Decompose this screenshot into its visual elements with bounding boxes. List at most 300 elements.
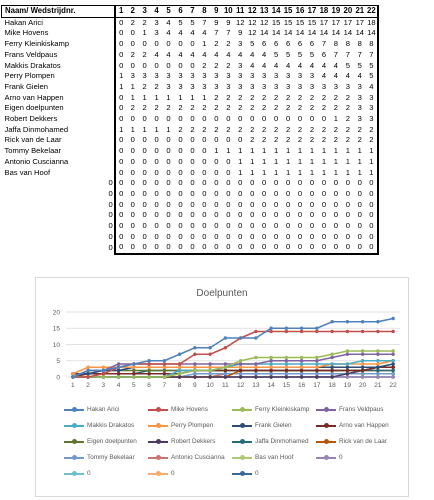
score-cell[interactable]: 0 xyxy=(178,39,183,49)
score-cell[interactable]: 1 xyxy=(333,156,338,166)
score-cell[interactable]: 9 xyxy=(226,17,231,27)
score-cell[interactable]: 0 xyxy=(250,188,255,198)
score-cell[interactable]: 0 xyxy=(262,221,267,231)
score-cell[interactable]: 2 xyxy=(321,92,327,102)
player-name-cell[interactable]: Mike Hovens xyxy=(4,28,49,38)
header-match-cell[interactable]: 11 xyxy=(234,6,246,18)
score-cell[interactable]: 0 xyxy=(330,242,342,254)
score-cell[interactable]: 7 xyxy=(214,28,219,38)
player-name-cell[interactable]: Frans Veldpaus xyxy=(4,49,58,59)
score-cell[interactable]: 1 xyxy=(345,167,350,177)
player-name-cell[interactable]: Makkis Drakatos xyxy=(4,60,61,70)
score-cell[interactable]: 4 xyxy=(202,28,207,38)
score-cell[interactable]: 0 xyxy=(357,199,362,209)
score-cell[interactable]: 2 xyxy=(274,92,279,102)
player-name-cell[interactable]: Frank Gielen xyxy=(4,81,48,91)
score-cell[interactable]: 2 xyxy=(345,135,350,145)
header-match-cell[interactable]: 8 xyxy=(198,6,210,18)
score-cell[interactable]: 4 xyxy=(297,60,303,70)
score-cell[interactable]: 0 xyxy=(190,114,195,124)
score-cell[interactable]: 3 xyxy=(262,71,267,81)
score-cell[interactable]: 2 xyxy=(357,124,362,134)
score-cell[interactable]: 0 xyxy=(262,178,267,188)
score-cell[interactable]: 2 xyxy=(226,92,231,102)
score-cell[interactable]: 3 xyxy=(154,71,159,81)
score-cell[interactable]: 0 xyxy=(202,178,207,188)
score-cell[interactable]: 0 xyxy=(321,210,327,220)
score-cell[interactable]: 0 xyxy=(333,178,338,188)
score-cell[interactable]: 0 xyxy=(297,231,303,241)
score-cell[interactable]: 2 xyxy=(226,124,231,134)
score-cell[interactable]: 2 xyxy=(214,103,219,113)
score-cell[interactable]: 0 xyxy=(214,221,219,231)
score-cell[interactable]: 2 xyxy=(238,103,243,113)
score-cell[interactable]: 0 xyxy=(154,210,159,220)
score-cell[interactable]: 0 xyxy=(142,60,147,70)
legend-entry[interactable] xyxy=(232,438,316,445)
score-cell[interactable]: 0 xyxy=(274,231,279,241)
score-cell[interactable]: 2 xyxy=(250,135,255,145)
score-cell[interactable]: 0 xyxy=(130,114,135,124)
header-match-cell[interactable]: 7 xyxy=(186,6,198,18)
score-cell[interactable]: 0 xyxy=(190,210,195,220)
score-cell[interactable]: 1 xyxy=(297,156,303,166)
score-cell[interactable]: 0 xyxy=(226,156,231,166)
score-cell[interactable]: 2 xyxy=(178,124,183,134)
score-cell[interactable]: 0 xyxy=(115,50,127,61)
score-cell[interactable]: 0 xyxy=(130,199,135,209)
score-cell[interactable]: 0 xyxy=(115,157,127,168)
score-cell[interactable]: 0 xyxy=(226,178,231,188)
score-cell[interactable]: 7 xyxy=(202,17,207,27)
player-name-cell[interactable]: Rick van de Laar xyxy=(4,135,62,145)
score-cell[interactable]: 0 xyxy=(214,188,219,198)
score-cell[interactable]: 0 xyxy=(285,114,291,124)
score-cell[interactable]: 0 xyxy=(130,188,135,198)
score-cell[interactable]: 12 xyxy=(247,28,257,38)
score-cell[interactable]: 3 xyxy=(154,28,159,38)
score-cell[interactable]: 0 xyxy=(234,242,246,254)
score-cell[interactable]: 0 xyxy=(214,156,219,166)
score-cell[interactable]: 6 xyxy=(262,39,267,49)
score-cell[interactable]: 3 xyxy=(142,71,147,81)
score-cell[interactable]: 0 xyxy=(214,178,219,188)
score-cell[interactable]: 3 xyxy=(238,71,243,81)
score-cell[interactable]: 0 xyxy=(178,188,183,198)
score-cell[interactable]: 0 xyxy=(366,210,378,221)
legend-entry[interactable] xyxy=(64,438,148,445)
score-cell[interactable]: 0 xyxy=(274,199,279,209)
score-cell[interactable]: 3 xyxy=(366,93,378,104)
header-match-cell[interactable]: 18 xyxy=(318,6,330,18)
player-name-cell[interactable]: 0 xyxy=(108,188,113,198)
score-cell[interactable]: 4 xyxy=(166,17,171,27)
score-cell[interactable]: 0 xyxy=(166,156,171,166)
score-cell[interactable]: 2 xyxy=(178,103,183,113)
score-cell[interactable]: 1 xyxy=(309,167,315,177)
score-cell[interactable]: 3 xyxy=(285,81,291,91)
score-cell[interactable]: 2 xyxy=(366,125,378,136)
score-cell[interactable]: 1 xyxy=(214,146,219,156)
score-cell[interactable]: 1 xyxy=(166,92,171,102)
score-cell[interactable]: 4 xyxy=(333,71,338,81)
score-cell[interactable]: 9 xyxy=(214,17,219,27)
score-cell[interactable]: 1 xyxy=(297,146,303,156)
score-cell[interactable]: 0 xyxy=(297,210,303,220)
score-cell[interactable]: 3 xyxy=(285,71,291,81)
score-cell[interactable]: 4 xyxy=(166,49,171,59)
score-cell[interactable]: 0 xyxy=(226,231,231,241)
score-cell[interactable]: 0 xyxy=(262,188,267,198)
score-cell[interactable]: 1 xyxy=(285,167,291,177)
score-cell[interactable]: 2 xyxy=(285,135,291,145)
score-cell[interactable]: 0 xyxy=(238,231,243,241)
player-name-cell[interactable]: Arno van Happen xyxy=(4,92,64,102)
score-cell[interactable]: 3 xyxy=(226,71,231,81)
score-cell[interactable]: 0 xyxy=(297,114,303,124)
score-cell[interactable]: 0 xyxy=(366,242,378,254)
score-cell[interactable]: 0 xyxy=(202,156,207,166)
score-cell[interactable]: 1 xyxy=(297,167,303,177)
score-cell[interactable]: 0 xyxy=(214,114,219,124)
score-cell[interactable]: 4 xyxy=(357,71,362,81)
score-cell[interactable]: 0 xyxy=(366,189,378,200)
score-cell[interactable]: 1 xyxy=(321,146,327,156)
score-cell[interactable]: 2 xyxy=(309,124,315,134)
score-cell[interactable]: 0 xyxy=(282,242,294,254)
score-cell[interactable]: 0 xyxy=(202,135,207,145)
score-cell[interactable]: 3 xyxy=(345,81,350,91)
header-match-cell[interactable]: 13 xyxy=(258,6,270,18)
score-cell[interactable]: 0 xyxy=(274,114,279,124)
score-cell[interactable]: 18 xyxy=(366,17,378,28)
score-cell[interactable]: 2 xyxy=(214,92,219,102)
score-cell[interactable]: 2 xyxy=(274,135,279,145)
score-cell[interactable]: 0 xyxy=(202,210,207,220)
score-cell[interactable]: 0 xyxy=(214,167,219,177)
score-cell[interactable]: 0 xyxy=(190,199,195,209)
header-match-cell[interactable]: 3 xyxy=(139,6,151,18)
score-cell[interactable]: 3 xyxy=(202,71,207,81)
score-cell[interactable]: 0 xyxy=(250,221,255,231)
score-cell[interactable]: 0 xyxy=(309,114,315,124)
score-cell[interactable]: 0 xyxy=(166,60,171,70)
score-cell[interactable]: 0 xyxy=(142,135,147,145)
score-cell[interactable]: 0 xyxy=(342,242,354,254)
score-cell[interactable]: 5 xyxy=(297,49,303,59)
score-cell[interactable]: 1 xyxy=(285,146,291,156)
score-cell[interactable]: 0 xyxy=(238,114,243,124)
score-cell[interactable]: 2 xyxy=(297,103,303,113)
score-cell[interactable]: 0 xyxy=(285,210,291,220)
score-cell[interactable]: 0 xyxy=(309,231,315,241)
score-cell[interactable]: 4 xyxy=(262,49,267,59)
score-cell[interactable]: 0 xyxy=(262,199,267,209)
score-cell[interactable]: 2 xyxy=(262,92,267,102)
score-cell[interactable]: 1 xyxy=(262,156,267,166)
score-cell[interactable]: 3 xyxy=(357,92,362,102)
score-cell[interactable]: 0 xyxy=(142,221,147,231)
score-cell[interactable]: 7 xyxy=(357,49,362,59)
score-cell[interactable]: 14 xyxy=(355,28,365,38)
score-cell[interactable]: 4 xyxy=(190,28,195,38)
score-cell[interactable]: 0 xyxy=(262,210,267,220)
legend-entry[interactable] xyxy=(64,422,148,429)
score-cell[interactable]: 0 xyxy=(130,60,135,70)
score-cell[interactable]: 2 xyxy=(226,60,231,70)
score-cell[interactable]: 3 xyxy=(366,114,378,125)
score-cell[interactable]: 0 xyxy=(130,39,135,49)
score-cell[interactable]: 17 xyxy=(319,17,329,27)
score-cell[interactable]: 1 xyxy=(366,157,378,168)
score-cell[interactable]: 0 xyxy=(154,135,159,145)
score-cell[interactable]: 0 xyxy=(178,231,183,241)
score-cell[interactable]: 12 xyxy=(247,17,257,27)
score-cell[interactable]: 14 xyxy=(331,28,341,38)
score-cell[interactable]: 0 xyxy=(309,188,315,198)
score-cell[interactable]: 1 xyxy=(142,124,147,134)
score-cell[interactable]: 0 xyxy=(178,221,183,231)
score-cell[interactable]: 2 xyxy=(345,92,350,102)
score-cell[interactable]: 0 xyxy=(115,93,127,104)
score-cell[interactable]: 0 xyxy=(178,199,183,209)
score-cell[interactable]: 2 xyxy=(297,135,303,145)
score-cell[interactable]: 9 xyxy=(238,28,243,38)
score-cell[interactable]: 2 xyxy=(333,135,338,145)
score-cell[interactable]: 0 xyxy=(154,178,159,188)
score-cell[interactable]: 14 xyxy=(259,28,269,38)
score-cell[interactable]: 0 xyxy=(130,28,135,38)
score-cell[interactable]: 14 xyxy=(307,28,317,38)
score-cell[interactable]: 14 xyxy=(271,28,281,38)
score-cell[interactable]: 0 xyxy=(321,178,327,188)
score-cell[interactable]: 2 xyxy=(142,103,147,113)
score-cell[interactable]: 3 xyxy=(357,114,362,124)
score-cell[interactable]: 1 xyxy=(178,92,183,102)
score-cell[interactable]: 4 xyxy=(226,49,231,59)
score-cell[interactable]: 0 xyxy=(274,221,279,231)
score-cell[interactable]: 0 xyxy=(321,231,327,241)
score-cell[interactable]: 1 xyxy=(321,156,327,166)
score-cell[interactable]: 0 xyxy=(163,242,175,254)
header-match-cell[interactable]: 2 xyxy=(127,6,139,18)
score-cell[interactable]: 1 xyxy=(274,167,279,177)
score-cell[interactable]: 0 xyxy=(154,188,159,198)
score-cell[interactable]: 0 xyxy=(166,178,171,188)
score-cell[interactable]: 2 xyxy=(130,103,135,113)
score-cell[interactable]: 0 xyxy=(115,61,127,72)
score-cell[interactable]: 1 xyxy=(166,124,171,134)
player-name-cell[interactable]: 0 xyxy=(108,221,113,231)
score-cell[interactable]: 0 xyxy=(226,167,231,177)
score-cell[interactable]: 0 xyxy=(297,221,303,231)
score-cell[interactable]: 3 xyxy=(202,81,207,91)
score-cell[interactable]: 2 xyxy=(297,124,303,134)
score-cell[interactable]: 3 xyxy=(297,71,303,81)
score-cell[interactable]: 1 xyxy=(333,146,338,156)
player-name-cell[interactable]: Antonio Cuscianna xyxy=(4,156,69,166)
score-cell[interactable]: 1 xyxy=(262,146,267,156)
score-cell[interactable]: 0 xyxy=(166,146,171,156)
score-cell[interactable]: 1 xyxy=(115,125,127,136)
score-cell[interactable]: 4 xyxy=(345,71,350,81)
score-cell[interactable]: 5 xyxy=(285,49,291,59)
score-cell[interactable]: 0 xyxy=(345,199,350,209)
score-cell[interactable]: 0 xyxy=(333,231,338,241)
score-cell[interactable]: 1 xyxy=(154,124,159,134)
score-cell[interactable]: 0 xyxy=(285,188,291,198)
score-cell[interactable]: 2 xyxy=(238,92,243,102)
score-cell[interactable]: 1 xyxy=(357,146,362,156)
score-cell[interactable]: 0 xyxy=(154,146,159,156)
score-cell[interactable]: 4 xyxy=(178,28,183,38)
score-cell[interactable]: 0 xyxy=(333,221,338,231)
score-cell[interactable]: 1 xyxy=(142,92,147,102)
score-cell[interactable]: 0 xyxy=(309,210,315,220)
score-cell[interactable]: 14 xyxy=(343,28,353,38)
score-cell[interactable]: 2 xyxy=(262,124,267,134)
score-cell[interactable]: 2 xyxy=(130,17,135,27)
score-cell[interactable]: 1 xyxy=(345,156,350,166)
header-match-cell[interactable]: 6 xyxy=(175,6,187,18)
score-cell[interactable]: 4 xyxy=(262,60,267,70)
score-cell[interactable]: 0 xyxy=(130,210,135,220)
score-cell[interactable]: 0 xyxy=(238,135,243,145)
score-cell[interactable]: 2 xyxy=(226,39,231,49)
score-cell[interactable]: 8 xyxy=(333,39,338,49)
score-cell[interactable]: 2 xyxy=(190,103,195,113)
score-cell[interactable]: 2 xyxy=(166,103,171,113)
score-cell[interactable]: 3 xyxy=(321,81,327,91)
score-cell[interactable]: 2 xyxy=(142,81,147,91)
score-cell[interactable]: 0 xyxy=(115,189,127,200)
score-cell[interactable]: 0 xyxy=(238,199,243,209)
score-cell[interactable]: 0 xyxy=(285,199,291,209)
score-cell[interactable]: 1 xyxy=(321,167,327,177)
score-cell[interactable]: 5 xyxy=(250,39,255,49)
score-cell[interactable]: 0 xyxy=(357,188,362,198)
score-cell[interactable]: 3 xyxy=(262,81,267,91)
score-cell[interactable]: 14 xyxy=(366,28,378,39)
score-cell[interactable]: 2 xyxy=(333,103,338,113)
score-cell[interactable]: 1 xyxy=(274,156,279,166)
score-cell[interactable]: 0 xyxy=(306,242,318,254)
score-cell[interactable]: 0 xyxy=(333,199,338,209)
legend-entry[interactable] xyxy=(232,422,316,429)
score-cell[interactable]: 2 xyxy=(333,92,338,102)
score-cell[interactable]: 2 xyxy=(274,103,279,113)
score-cell[interactable]: 1 xyxy=(333,167,338,177)
score-cell[interactable]: 3 xyxy=(166,81,171,91)
score-cell[interactable]: 0 xyxy=(198,242,210,254)
score-cell[interactable]: 2 xyxy=(214,124,219,134)
score-cell[interactable]: 0 xyxy=(166,167,171,177)
score-cell[interactable]: 0 xyxy=(115,28,127,39)
score-cell[interactable]: 0 xyxy=(130,221,135,231)
score-cell[interactable]: 0 xyxy=(142,156,147,166)
score-cell[interactable]: 2 xyxy=(250,124,255,134)
score-cell[interactable]: 0 xyxy=(345,188,350,198)
score-cell[interactable]: 0 xyxy=(190,135,195,145)
score-cell[interactable]: 0 xyxy=(250,231,255,241)
score-cell[interactable]: 0 xyxy=(154,39,159,49)
score-cell[interactable]: 0 xyxy=(202,146,207,156)
score-cell[interactable]: 0 xyxy=(115,200,127,211)
score-cell[interactable]: 2 xyxy=(345,114,350,124)
score-cell[interactable]: 1 xyxy=(226,146,231,156)
score-cell[interactable]: 0 xyxy=(202,167,207,177)
score-cell[interactable]: 0 xyxy=(190,221,195,231)
score-cell[interactable]: 0 xyxy=(166,135,171,145)
score-cell[interactable]: 5 xyxy=(190,17,195,27)
player-name-cell[interactable]: 0 xyxy=(108,210,113,220)
score-cell[interactable]: 6 xyxy=(321,49,327,59)
score-cell[interactable]: 17 xyxy=(355,17,365,27)
score-cell[interactable]: 3 xyxy=(178,81,183,91)
score-cell[interactable]: 4 xyxy=(285,60,291,70)
score-cell[interactable]: 4 xyxy=(274,60,279,70)
score-cell[interactable]: 3 xyxy=(178,71,183,81)
score-cell[interactable]: 0 xyxy=(190,156,195,166)
player-name-cell[interactable]: Hakan Arici xyxy=(4,17,43,27)
player-name-cell[interactable]: Bas van Hoof xyxy=(4,167,51,177)
score-cell[interactable]: 0 xyxy=(178,178,183,188)
score-cell[interactable]: 3 xyxy=(166,71,171,81)
score-cell[interactable]: 2 xyxy=(366,135,378,146)
score-cell[interactable]: 3 xyxy=(214,81,219,91)
player-name-cell[interactable]: Perry Plompen xyxy=(4,71,55,81)
score-cell[interactable]: 1 xyxy=(130,92,135,102)
score-cell[interactable]: 2 xyxy=(309,103,315,113)
header-match-cell[interactable]: 4 xyxy=(151,6,163,18)
score-cell[interactable]: 0 xyxy=(130,146,135,156)
score-cell[interactable]: 1 xyxy=(250,156,255,166)
header-match-cell[interactable]: 14 xyxy=(270,6,282,18)
score-cell[interactable]: 5 xyxy=(357,60,362,70)
score-cell[interactable]: 0 xyxy=(366,178,378,189)
score-cell[interactable]: 0 xyxy=(154,156,159,166)
score-cell[interactable]: 0 xyxy=(246,242,258,254)
score-cell[interactable]: 4 xyxy=(366,82,378,93)
score-cell[interactable]: 0 xyxy=(142,210,147,220)
score-cell[interactable]: 0 xyxy=(297,188,303,198)
score-cell[interactable]: 0 xyxy=(226,135,231,145)
score-cell[interactable]: 8 xyxy=(345,39,350,49)
score-cell[interactable]: 2 xyxy=(190,124,195,134)
score-cell[interactable]: 0 xyxy=(178,167,183,177)
score-cell[interactable]: 1 xyxy=(115,82,127,93)
score-cell[interactable]: 4 xyxy=(178,49,183,59)
score-cell[interactable]: 2 xyxy=(321,103,327,113)
score-cell[interactable]: 14 xyxy=(283,28,293,38)
score-cell[interactable]: 0 xyxy=(214,135,219,145)
score-cell[interactable]: 8 xyxy=(357,39,362,49)
score-cell[interactable]: 0 xyxy=(142,178,147,188)
score-cell[interactable]: 0 xyxy=(274,188,279,198)
score-cell[interactable]: 0 xyxy=(178,156,183,166)
score-cell[interactable]: 0 xyxy=(115,17,127,28)
score-cell[interactable]: 4 xyxy=(333,60,338,70)
score-cell[interactable]: 4 xyxy=(250,60,255,70)
score-cell[interactable]: 0 xyxy=(178,60,183,70)
header-match-cell[interactable]: 16 xyxy=(294,6,306,18)
legend-entry[interactable] xyxy=(148,422,232,429)
score-cell[interactable]: 3 xyxy=(297,81,303,91)
score-cell[interactable]: 1 xyxy=(274,146,279,156)
score-cell[interactable]: 6 xyxy=(309,39,315,49)
player-name-cell[interactable]: 0 xyxy=(108,242,113,252)
player-name-cell[interactable]: Eigen doelpunten xyxy=(4,103,64,113)
